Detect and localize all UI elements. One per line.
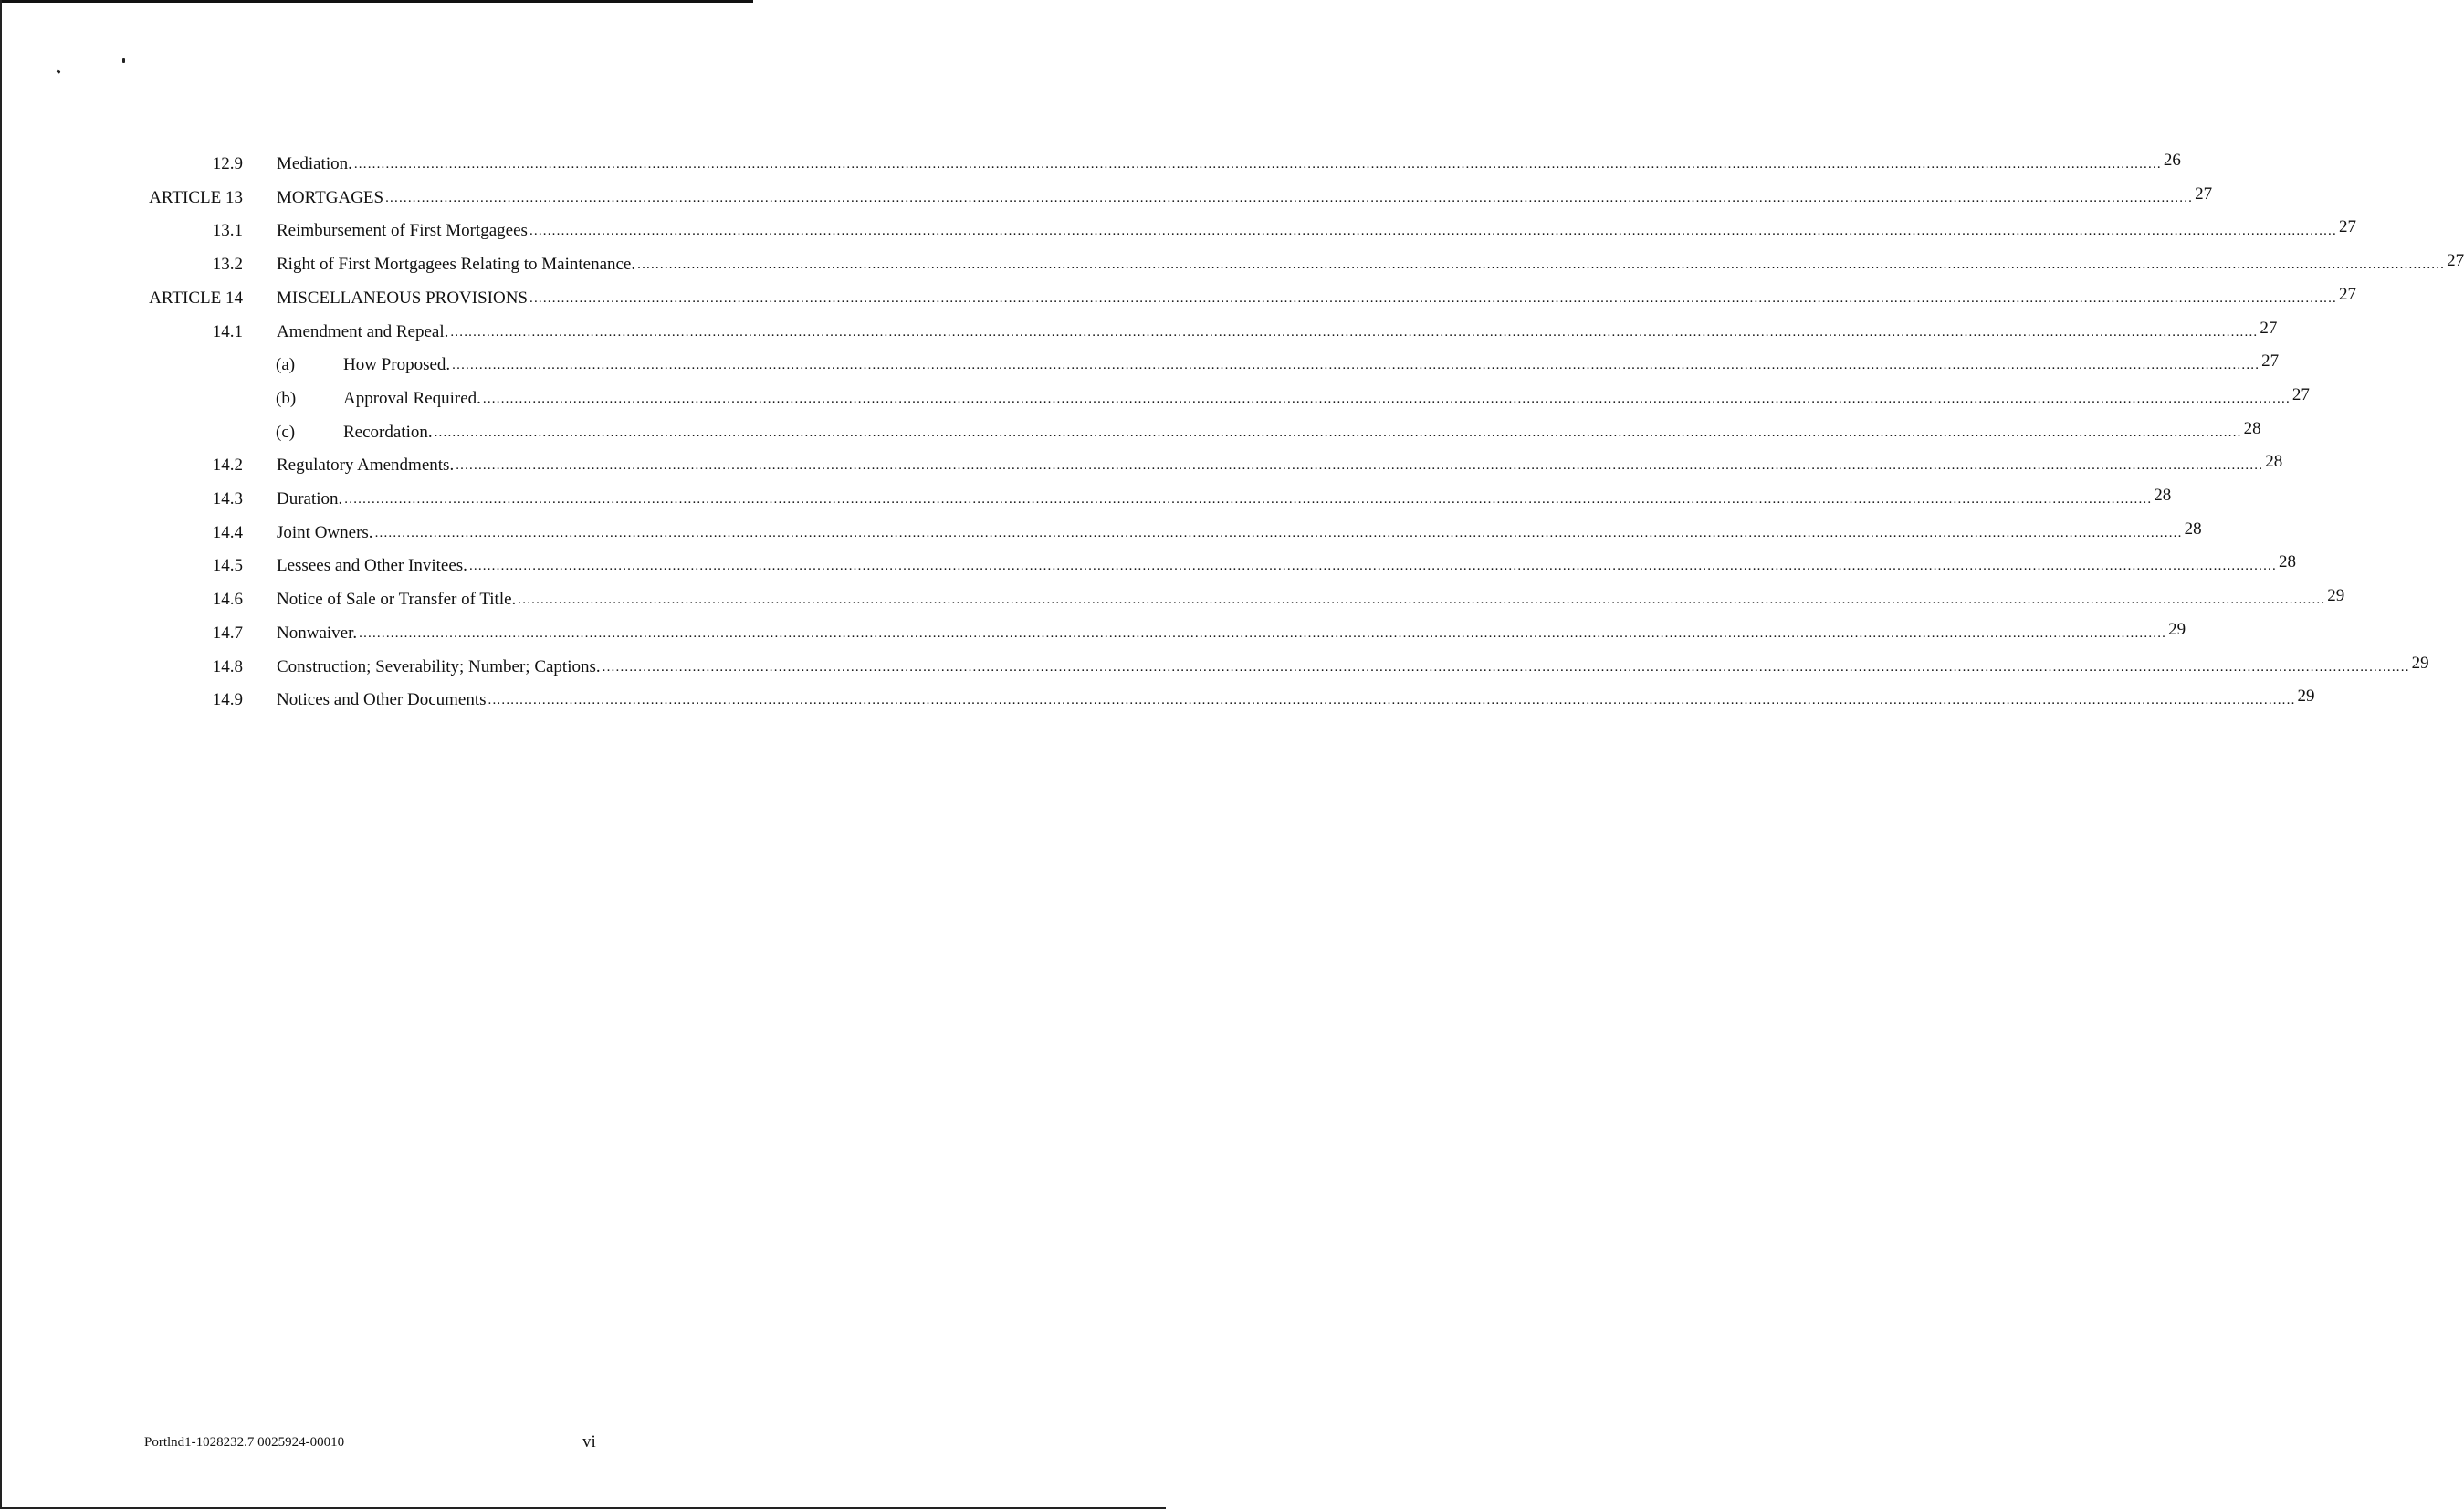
toc-entry-title: Approval Required. bbox=[343, 388, 481, 408]
toc-subsection-letter: (a) bbox=[276, 355, 296, 375]
toc-page-number: 28 bbox=[2265, 452, 2283, 472]
footer-page-number: vi bbox=[582, 1432, 596, 1451]
toc-entry bbox=[277, 151, 2181, 176]
toc-row bbox=[0, 414, 2261, 447]
toc-entry bbox=[277, 519, 2202, 545]
toc-dot-leader: ................................................................................................................................................................................................................................................................................................................................................................................................................ bbox=[374, 525, 2183, 540]
toc-entry-title: Nonwaiver. bbox=[277, 623, 358, 643]
toc-section-number: 14.2 bbox=[212, 456, 243, 476]
toc-page-number: 29 bbox=[2297, 686, 2315, 707]
toc-entry bbox=[343, 351, 2280, 377]
toc-entry bbox=[343, 384, 2310, 411]
toc-dot-leader: ................................................................................................................................................................................................................................................................................................................................................................................................................ bbox=[452, 358, 2260, 373]
toc-dot-leader: ................................................................................................................................................................................................................................................................................................................................................................................................................ bbox=[488, 693, 2296, 708]
toc-entry-title: Amendment and Repeal. bbox=[277, 321, 449, 341]
toc-row bbox=[0, 280, 2356, 313]
toc-entry-title: Regulatory Amendments. bbox=[277, 456, 455, 476]
toc-row bbox=[0, 548, 2296, 581]
toc-dot-leader: ................................................................................................................................................................................................................................................................................................................................................................................................................ bbox=[529, 290, 2337, 306]
footer-document-id: Portlnd1-1028232.7 0025924-00010 bbox=[144, 1435, 345, 1450]
scan-speck bbox=[122, 58, 125, 63]
toc-entry bbox=[277, 552, 2296, 578]
toc-page-number: 27 bbox=[2339, 284, 2356, 304]
toc-dot-leader: ................................................................................................................................................................................................................................................................................................................................................................................................................ bbox=[637, 257, 2446, 273]
toc-row bbox=[0, 447, 2283, 480]
toc-dot-leader: ................................................................................................................................................................................................................................................................................................................................................................................................................ bbox=[468, 559, 2277, 574]
toc-row bbox=[0, 213, 2356, 246]
toc-entry bbox=[277, 318, 2278, 344]
toc-page-number: 28 bbox=[2278, 552, 2296, 572]
toc-entry-title: MORTGAGES bbox=[277, 187, 384, 207]
toc-page-number: 28 bbox=[2154, 486, 2172, 505]
toc-section-number: 13.2 bbox=[212, 255, 243, 275]
toc-dot-leader: ................................................................................................................................................................................................................................................................................................................................................................................................................ bbox=[434, 424, 2242, 440]
toc-dot-leader: ................................................................................................................................................................................................................................................................................................................................................................................................................ bbox=[456, 458, 2264, 474]
toc-row bbox=[0, 481, 2172, 514]
toc-section-number: 14.6 bbox=[212, 590, 243, 610]
toc-section-number: 14.4 bbox=[212, 522, 243, 542]
toc-section-number: 13.1 bbox=[212, 221, 243, 241]
toc-entry bbox=[277, 486, 2172, 511]
toc-entry bbox=[277, 452, 2283, 477]
toc-section-number: ARTICLE 13 bbox=[149, 187, 243, 207]
toc-page-number: 27 bbox=[2338, 217, 2356, 237]
toc-row bbox=[0, 515, 2202, 548]
toc-entry bbox=[277, 586, 2345, 612]
toc-dot-leader: ................................................................................................................................................................................................................................................................................................................................................................................................................ bbox=[602, 659, 2410, 675]
toc-section-number: 14.5 bbox=[212, 556, 243, 576]
toc-entry bbox=[277, 686, 2315, 712]
toc-dot-leader: ................................................................................................................................................................................................................................................................................................................................................................................................................ bbox=[359, 625, 2167, 641]
toc-section-number: 14.3 bbox=[212, 489, 243, 508]
toc-page-number: 29 bbox=[2411, 653, 2429, 673]
toc-page-number: 27 bbox=[2447, 251, 2464, 271]
toc-entry bbox=[277, 217, 2356, 243]
toc-page-number: 29 bbox=[2327, 586, 2345, 606]
toc-row bbox=[0, 615, 2186, 648]
toc-dot-leader: ................................................................................................................................................................................................................................................................................................................................................................................................................ bbox=[529, 224, 2337, 239]
toc-entry bbox=[277, 284, 2356, 310]
toc-section-number: 14.8 bbox=[212, 656, 243, 676]
toc-section-number: 12.9 bbox=[212, 154, 243, 173]
toc-entry bbox=[277, 619, 2186, 645]
toc-section-number: 14.9 bbox=[212, 690, 243, 710]
toc-entry bbox=[277, 251, 2464, 277]
scan-edge-top bbox=[0, 0, 753, 3]
toc-entry-title: Lessees and Other Invitees. bbox=[277, 556, 467, 576]
toc-row bbox=[0, 347, 2280, 380]
toc-entry-title: Construction; Severability; Number; Captions. bbox=[277, 656, 601, 676]
toc-entry-title: Duration. bbox=[277, 489, 343, 508]
toc-entry-title: Joint Owners. bbox=[277, 522, 373, 542]
toc-entry bbox=[277, 183, 2213, 210]
toc-entry-title: Notice of Sale or Transfer of Title. bbox=[277, 590, 517, 610]
toc-page-number: 28 bbox=[2243, 418, 2261, 438]
toc-row bbox=[0, 180, 2213, 213]
toc-dot-leader: ................................................................................................................................................................................................................................................................................................................................................................................................................ bbox=[518, 592, 2326, 608]
toc-page-number: 27 bbox=[2260, 318, 2278, 338]
scan-speck bbox=[57, 69, 61, 74]
toc-section-number: ARTICLE 14 bbox=[149, 288, 243, 308]
toc-subsection-letter: (c) bbox=[276, 422, 296, 442]
toc-dot-leader: ................................................................................................................................................................................................................................................................................................................................................................................................................ bbox=[482, 391, 2291, 406]
toc-dot-leader: ................................................................................................................................................................................................................................................................................................................................................................................................................ bbox=[385, 190, 2194, 205]
toc-page-number: 27 bbox=[2261, 351, 2280, 372]
toc-entry bbox=[343, 418, 2261, 445]
toc-entry-title: How Proposed. bbox=[343, 355, 451, 375]
toc-entry-title: Right of First Mortgagees Relating to Maintenance. bbox=[277, 255, 636, 275]
toc-row bbox=[0, 381, 2310, 414]
toc-page-number: 28 bbox=[2184, 519, 2202, 539]
toc-entry-title: Notices and Other Documents bbox=[277, 690, 487, 710]
toc-section-number: 14.1 bbox=[212, 321, 243, 341]
toc-row bbox=[0, 146, 2181, 179]
toc-dot-leader: ................................................................................................................................................................................................................................................................................................................................................................................................................ bbox=[353, 157, 2162, 172]
toc-entry-title: MISCELLANEOUS PROVISIONS bbox=[277, 288, 528, 308]
toc-entry bbox=[277, 653, 2429, 679]
toc-row bbox=[0, 246, 2464, 279]
toc-section-number: 14.7 bbox=[212, 623, 243, 643]
toc-dot-leader: ................................................................................................................................................................................................................................................................................................................................................................................................................ bbox=[450, 324, 2259, 340]
toc-row bbox=[0, 582, 2345, 614]
toc-subsection-letter: (b) bbox=[276, 388, 297, 408]
toc-row bbox=[0, 649, 2429, 682]
toc-row bbox=[0, 682, 2315, 715]
toc-page-number: 27 bbox=[2291, 384, 2310, 404]
toc-page-number: 27 bbox=[2195, 183, 2213, 204]
toc-entry-title: Mediation. bbox=[277, 154, 352, 173]
toc-page-number: 29 bbox=[2168, 619, 2186, 639]
toc-dot-leader: ................................................................................................................................................................................................................................................................................................................................................................................................................ bbox=[344, 492, 2153, 507]
toc-entry-title: Recordation. bbox=[343, 422, 433, 442]
toc-entry-title: Reimbursement of First Mortgagees bbox=[277, 221, 528, 241]
toc-page-number: 26 bbox=[2163, 151, 2181, 170]
toc-row bbox=[0, 314, 2278, 347]
